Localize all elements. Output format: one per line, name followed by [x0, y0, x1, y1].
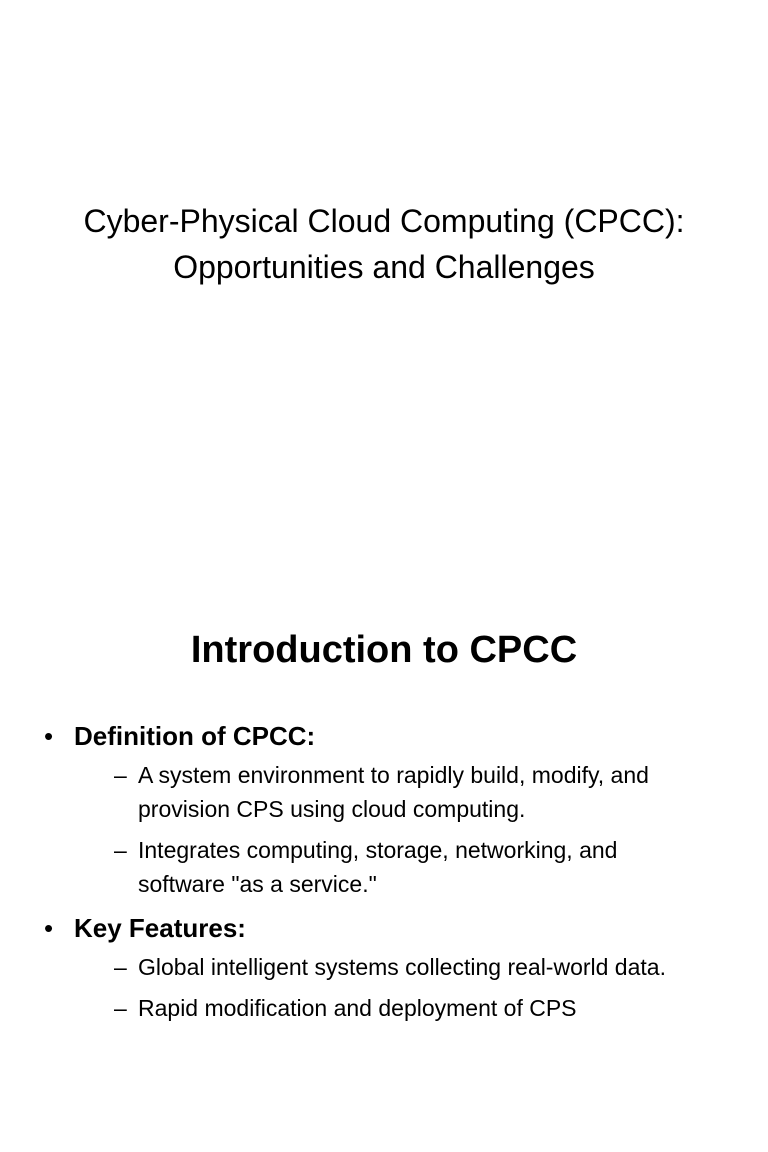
slide-title: [20, 198, 748, 290]
sub-item-line: software "as a service.": [138, 871, 377, 897]
dash-icon: –: [114, 954, 127, 980]
sub-item-line: provision CPS using cloud computing.: [138, 796, 526, 822]
sub-list: [74, 950, 744, 1025]
sub-item-line: Integrates computing, storage, networking, and: [138, 837, 618, 863]
sub-item-line: A system environment to rapidly build, modify, and: [138, 762, 649, 788]
sub-item: [106, 758, 744, 826]
dash-icon: –: [114, 995, 127, 1021]
sub-item-line: Rapid modification and deployment of CPS: [138, 995, 577, 1021]
bullet-list: [44, 716, 744, 1032]
sub-item: [106, 991, 744, 1025]
dash-icon: –: [114, 837, 127, 863]
sub-item: [106, 833, 744, 901]
sub-item: [106, 950, 744, 984]
bullet-icon: •: [44, 721, 54, 751]
sub-list: [74, 758, 744, 901]
bullet-heading: Key Features:: [74, 913, 246, 943]
bullet-key-features: [44, 908, 744, 1025]
intro-slide: [0, 576, 768, 1152]
bullet-definition: [44, 716, 744, 901]
title-line: Cyber-Physical Cloud Computing (CPCC):: [83, 203, 685, 239]
title-line: Opportunities and Challenges: [173, 249, 595, 285]
slide-heading: Introduction to CPCC: [190, 629, 578, 671]
dash-icon: –: [114, 762, 127, 788]
sub-item-line: Global intelligent systems collecting real-world data.: [138, 954, 666, 980]
bullet-heading: Definition of CPCC:: [74, 721, 316, 751]
bullet-icon: •: [44, 913, 54, 943]
